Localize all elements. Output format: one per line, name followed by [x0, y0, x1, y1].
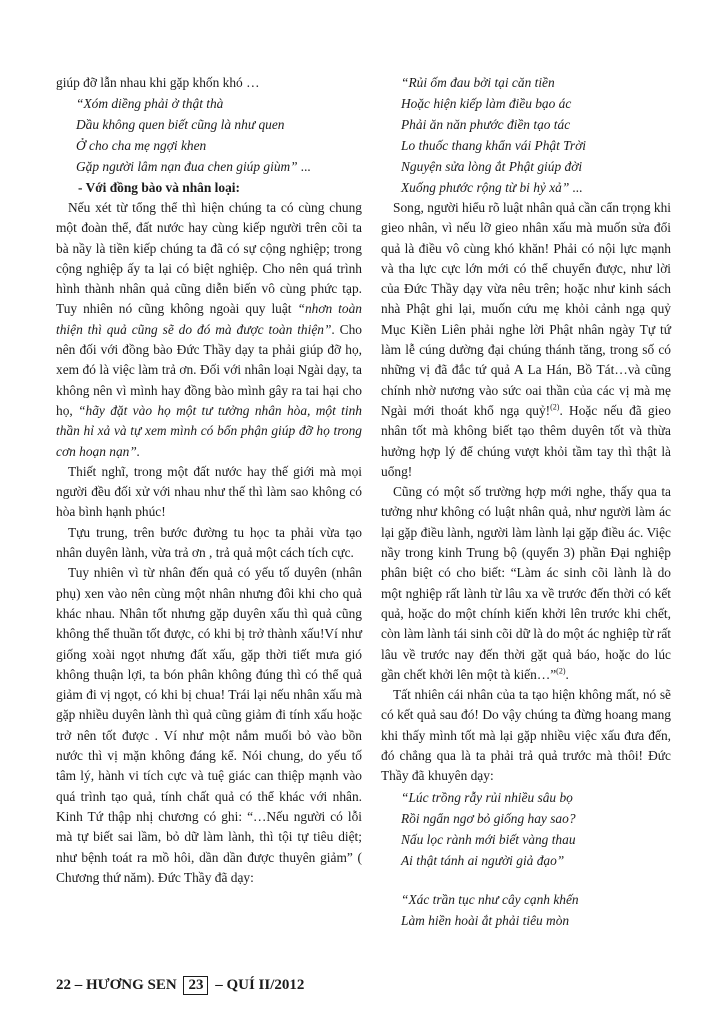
body-paragraph: Tuy nhiên vì từ nhân đến quả có yếu tố duyên (nhân phụ) xen vào nên cùng một nhân nhưng đôi khi cho quả khác nhau. Nhân tốt nhưng gặp duyên xấu thì quả cũng không thể thuần tốt được, có khi bị trở thành xấu!Ví như giống xoài ngọt nhưng đất xấu, gặp thời tiết mưa gió không thuận lợi, ta bón phân không đúng thì có thể quả giảm đi vị ngọt, có khi bị chua! Trái lại nếu nhân xấu mà gặp nhiều duyên lành thì quả cũng giảm đi tính xấu hoặc trở nên tốt được . Ví như một nắm muối bỏ vào bồn nước thì vị mặn không đáng kể. Nói chung, do yếu tố tâm lý, hành vi tích cực và tuệ giác can thiệp mạnh vào quá trình tạo quả, tính chất quả có thể khác với nhân. Kinh Tứ thập nhị chương có ghi: “…Nếu người có lỗi mà tự biết sai lầm, bỏ dữ làm lành, thì tội tự tiêu diệt; như bệnh toát ra mồ hôi, dần dần được thuyên giảm” ( Chương thứ năm). Đức Thầy đã dạy: [56, 565, 362, 885]
verse-line: Làm hiền hoài ắt phải tiêu mòn [401, 912, 570, 928]
verse-line: Nấu lọc rành mới biết vàng thau [401, 831, 576, 847]
magazine-name: HƯƠNG SEN [86, 977, 177, 993]
paragraph-continuation: giúp đỡ lẫn nhau khi gặp khốn khó … [56, 75, 260, 90]
body-paragraph [381, 482, 671, 685]
footnote-ref: (2) [556, 666, 566, 676]
footer-dash: – [74, 977, 83, 993]
text-run: . [565, 666, 569, 682]
body-paragraph: Tựu trung, trên bước đường tu học ta phải vừa tạo nhân duyên lành, vừa trả ơn , trả quả một cách tích cực. [56, 524, 362, 561]
issue-period: QUÍ II/2012 [226, 977, 305, 993]
quote-run: “nhơn toàn thiện thì quả cũng sẽ do đó mà được toàn thiện” [56, 301, 362, 337]
verse-block [381, 72, 671, 198]
verse-line: Hoặc hiện kiếp làm điều bạo ác [401, 96, 572, 111]
verse-line: Phải ăn năn phước điền tạo tác [401, 117, 571, 132]
text-run: . Hoặc nếu đã gieo nhân tốt mà không biết tạo thêm duyên tốt và thừa hưởng hợp lý để chúng vượt khỏi tầm tay thì thật là uổng! [381, 402, 671, 479]
text-run: . Cho nên đối với đồng bào Đức Thầy dạy ta phải giúp đỡ họ, xem đó là việc làm trả ơn. Đối với nhân loại Ngài dạy, ta không nên vì mình hay đồng bào mình gây ra tai hại cho họ, [56, 321, 362, 418]
verse-line: Lo thuốc thang khẩn vái Phật Trời [401, 138, 586, 153]
left-column [56, 72, 362, 888]
page-footer [56, 976, 304, 995]
verse-line: Xuống phước rộng từ bi hỷ xả” ... [401, 180, 583, 195]
verse-block [381, 889, 671, 931]
verse-line: Rồi ngẩn ngơ bỏ giống hay sao? [401, 810, 576, 826]
verse-line: Dầu không quen biết cũng là như quen [76, 117, 285, 132]
issue-number: 23 [183, 976, 208, 995]
section-subheading: - Với đồng bào và nhân loại: [78, 180, 240, 195]
body-paragraph: Tất nhiên cái nhân của ta tạo hiện không mất, nó sẽ có kết quả sau đó! Do vậy chúng ta đừng hoang mang khi thấy mình tốt mà lại gặp nhiều việc xấu đưa đến, đó chẳng qua là ta phải trả quả trước mà thôi! Đức Thầy đã khuyên dạy: [381, 687, 671, 784]
verse-line: “Xác trần tục như cây cạnh khến [401, 891, 579, 907]
footnote-ref: (2) [550, 402, 560, 412]
verse-block [56, 93, 362, 177]
footer-dash: – [215, 977, 223, 993]
verse-line: Gặp người lâm nạn đua chen giúp giùm” ... [76, 159, 312, 174]
verse-line: Ở cho cha mẹ ngợi khen [76, 138, 207, 153]
body-paragraph: Thiết nghĩ, trong một đất nước hay thế giới mà mọi người đều đối xử với nhau như thế thì làm sao không có hòa bình hạnh phúc! [56, 463, 362, 520]
body-paragraph [56, 198, 362, 462]
verse-line: “Lúc trồng rẫy rủi nhiều sâu bọ [401, 789, 573, 805]
text-run: Nếu xét từ tổng thể thì hiện chúng ta có cùng chung một đoàn thể, đất nước hay cùng kiếp người trên cõi ta bà nầy là tiền kiếp chúng ta đã có sự cộng nghiệp; trong cộng nghiệp ấy ta lại có biệt nghiệp. Cho nên quá trình hình thành nhân quả cũng diễn biến vô cùng phức tạp. Tuy nhiên nó cũng không ngoài quy luật [56, 200, 362, 317]
verse-line: Ai thật tánh ai người giả đạo” [401, 852, 565, 868]
verse-block [381, 787, 671, 871]
text-run: Song, người hiểu rõ luật nhân quả cần cẩn trọng khi gieo nhân, vì nếu lỡ gieo nhân xấu mà muốn sửa đổi quả là điều vô cùng khó khăn! Phải có nội lực mạnh và tha lực cực lớn mới có thể chuyển được, như lời của Đức Thầy dạy vừa nêu trên; hoặc như kinh sách nhà Phật ghi lại, muốn cứu mẹ khỏi cảnh ngạ quỷ Mục Kiền Liên phải nghe lời Phật nhân ngày Tự tứ làm lễ cúng dường đại chúng thánh tăng, trong số có những vị đã đắc tứ quả A La Hán, Bồ Tát…và cũng chính nhờ nương vào sức oai thần của các vị mà mẹ Ngài mới thoát khổ ngạ quỷ! [381, 200, 671, 418]
quote-run: “hãy đặt vào họ một tư tưởng nhân hòa, một tinh thần hỉ xả và tự xem mình có bổn phận giúp đỡ họ trong cơn hoạn nạn”. [56, 402, 362, 459]
right-column [381, 72, 671, 931]
body-paragraph [381, 198, 671, 482]
page-number: 22 [56, 977, 71, 993]
verse-line: “Rủi ốm đau bởi tại căn tiền [401, 75, 555, 90]
verse-line: “Xóm diềng phải ở thật thà [76, 96, 224, 111]
text-run: Cũng có một số trường hợp mới nghe, thấy qua ta tưởng như không có luật nhân quả, như người làm ác lại gặp điều lành, người làm lành lại gặp điều ác. Việc nầy trong kinh Trung bộ (quyển 3) phần Đại nghiệp phân biệt có cho biết: “Làm ác sinh cõi lành là do một nghiệp rất lành từ lâu xa về trước đến thời có kết quả, hoặc do một chính kiến khởi lên trước khi chết, còn làm lành tái sinh cõi dữ là do một ác nghiệp từ rất lâu về trước nay đến thời gặt quả báo, hoặc do lúc gần chết khởi lên một tà kiến…” [381, 484, 671, 682]
verse-line: Nguyện sửa lòng ắt Phật giúp đời [401, 159, 583, 174]
